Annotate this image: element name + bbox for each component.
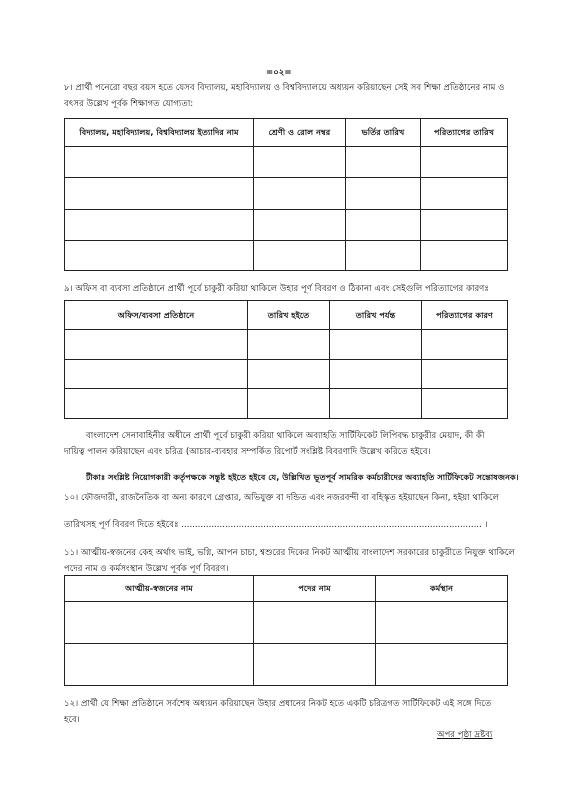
table-row <box>65 360 508 389</box>
table-cell[interactable] <box>346 241 421 271</box>
tika-note: টীকাঃ সংশ্লিষ্ট নিয়োগকারী কর্তৃপক্ষকে সন্তুষ্ট হইতে হইবে যে, উল্লিখিত ভূতপূর্ব সামরিক কর্মচারীদের অব্যাহতি সার্টিফিকেট সন্তোষজনক। <box>86 472 519 482</box>
next-page-note: অপর পৃষ্ঠা দ্রষ্টব্য <box>437 730 493 740</box>
table-cell[interactable] <box>330 389 422 419</box>
table-cell[interactable] <box>376 602 508 644</box>
relatives-header-row <box>65 576 508 602</box>
table-cell[interactable] <box>65 389 248 419</box>
relatives-col-workplace: কর্মস্থান <box>376 576 508 602</box>
item11-text-line2: পদের নাম ও কর্মসংস্থান উল্লেখ পূর্বক পূর্ণ বিবরণ। <box>64 564 229 574</box>
employment-table <box>64 300 508 419</box>
table-cell[interactable] <box>254 178 346 210</box>
table-cell[interactable] <box>254 602 376 644</box>
education-header-row <box>65 119 508 147</box>
employment-col-leaving-reason: পরিত্যাগের কারণ <box>422 301 508 330</box>
education-col-leaving-date: পরিত্যাগের তারিখ <box>421 119 508 147</box>
relatives-col-name: আত্মীয়-স্বজনের নাম <box>65 576 254 602</box>
table-cell[interactable] <box>65 330 248 360</box>
education-table <box>64 118 508 271</box>
item9-text-line1: ৯। অফিস বা ব্যবসা প্রতিষ্ঠানে প্রার্থী পূর্বে চাকুরী করিয়া থাকিলে উহার পূর্ণ বিবরণ ও ঠিকানা এবং সেইগুলি পরিত্যাগের কারণঃ <box>64 284 489 294</box>
table-cell[interactable] <box>346 178 421 210</box>
item8-text-line2: বৎসর উল্লেখ পূর্বক শিক্ষাগত যোগ্যতা: <box>64 99 194 109</box>
table-cell[interactable] <box>65 210 254 241</box>
table-cell[interactable] <box>65 241 254 271</box>
table-cell[interactable] <box>346 147 421 178</box>
table-cell[interactable] <box>254 644 376 686</box>
employment-col-organization: অফিস/ব্যবসা প্রতিষ্ঠানে <box>65 301 248 330</box>
table-cell[interactable] <box>421 210 508 241</box>
table-cell[interactable] <box>65 360 248 389</box>
item8-text-line1: ৮। প্রার্থী পনেরো বছর বয়স হতে যেসব বিদ্যালয়, মহাবিদ্যালয় ও বিশ্ববিদ্যালয়ে অধ্যয়ন করিয়াছেন সেই সব শিক্ষা প্রতিষ্ঠানের নাম ও <box>64 83 505 93</box>
table-cell[interactable] <box>421 241 508 271</box>
item10-text-line1: ১০। ফৌজদারী, রাজনৈতিক বা অন্য কারণে গ্রেপ্তার, অভিযুক্ত বা দন্ডিত এবং নজরবন্দী বা বহিস্কৃত হইয়াছেন কিনা, হইয়া থাকিলে <box>64 493 499 503</box>
education-col-admission-date: ভর্তির তারিখ <box>346 119 421 147</box>
employment-col-date-from: তারিখ হইতে <box>248 301 330 330</box>
education-col-class-roll: শ্রেণী ও রোল নম্বর <box>254 119 346 147</box>
relatives-table <box>64 575 508 686</box>
table-cell[interactable] <box>422 360 508 389</box>
table-cell[interactable] <box>330 360 422 389</box>
table-row <box>65 178 508 210</box>
table-cell[interactable] <box>346 210 421 241</box>
table-row <box>65 241 508 271</box>
table-cell[interactable] <box>248 389 330 419</box>
page-number: =০২= <box>266 68 292 78</box>
table-cell[interactable] <box>65 178 254 210</box>
table-cell[interactable] <box>421 178 508 210</box>
table-cell[interactable] <box>65 147 254 178</box>
table-cell[interactable] <box>254 241 346 271</box>
table-row <box>65 602 508 644</box>
table-cell[interactable] <box>65 602 254 644</box>
item10-text-line2: তারিখসহ পূর্ণ বিবরণ দিতে হইবেঃ .............................................................................................................. । <box>64 520 488 530</box>
table-row <box>65 389 508 419</box>
employment-col-date-to: তারিখ পর্যন্ত <box>330 301 422 330</box>
table-row <box>65 210 508 241</box>
table-row <box>65 147 508 178</box>
table-cell[interactable] <box>254 210 346 241</box>
employment-header-row <box>65 301 508 330</box>
table-row <box>65 330 508 360</box>
table-row <box>65 644 508 686</box>
table-cell[interactable] <box>376 644 508 686</box>
table-cell[interactable] <box>421 147 508 178</box>
table-cell[interactable] <box>330 330 422 360</box>
table-cell[interactable] <box>248 330 330 360</box>
table-cell[interactable] <box>248 360 330 389</box>
table-cell[interactable] <box>254 147 346 178</box>
table-cell[interactable] <box>422 389 508 419</box>
item11-text-line1: ১১। আত্মীয়-স্বজনের কেহ অর্থাৎ ভাই, ভগ্নি, আপন চাচা, শ্বশুরের দিকের নিকট আত্মীয় বাংলাদেশ সরকারের চাকুরীতে নিযুক্ত থাকিলে <box>64 548 515 558</box>
army-note-line2: দায়িত্ব পালন করিয়াছেন এবং চরিত্র (আচার-ব্যবহার সম্পর্কিত রিপোর্ট সংশ্লিষ্ট বিবরণাদি উল্লেখ করিতে হইবে। <box>64 447 431 457</box>
table-cell[interactable] <box>422 330 508 360</box>
education-col-institution: বিদ্যালয়, মহাবিদ্যালয়, বিশ্ববিদ্যালয় ইত্যাদির নাম <box>65 119 254 147</box>
table-cell[interactable] <box>65 644 254 686</box>
item12-text-line1: ১২। প্রার্থী যে শিক্ষা প্রতিষ্ঠানে সর্বশেষ অধ্যয়ন করিয়াছেন উহার প্রধানের নিকট হতে একটি চরিত্রগত সার্টিফিকেট এই সঙ্গে দিতে <box>64 699 492 709</box>
army-note-line1: বাংলাদেশ সেনাবাহিনীর অধীনে প্রার্থী পূর্বে চাকুরী করিয়া থাকিলে অব্যাহতি সার্টিফিকেট লিপিবদ্ধ চাকুরীর মেয়াদ, কী কী <box>86 431 485 441</box>
item12-text-line2: হবে। <box>64 715 80 725</box>
relatives-col-designation: পদের নাম <box>254 576 376 602</box>
